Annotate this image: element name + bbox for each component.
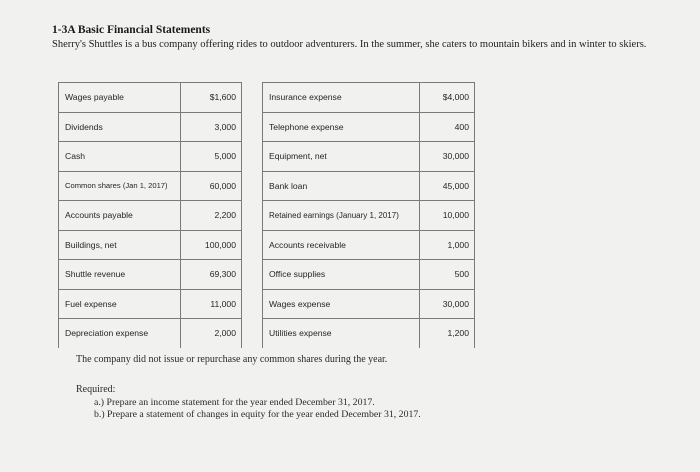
problem-intro: Sherry's Shuttles is a bus company offering rides to outdoor adventurers. In the summer, she caters to mountain bikers and in winter to skiers. (52, 39, 647, 50)
account-value: 45,000 (420, 171, 475, 201)
account-value: 30,000 (420, 142, 475, 172)
account-name: Fuel expense (59, 289, 181, 319)
table-row (59, 83, 242, 113)
table-row (59, 171, 242, 201)
account-name: Cash (59, 142, 181, 172)
table-row (59, 289, 242, 319)
table-row (59, 260, 242, 290)
account-value: 69,300 (181, 260, 242, 290)
table-row (59, 201, 242, 231)
table-row (59, 142, 242, 172)
account-name: Buildings, net (59, 230, 181, 260)
shares-note: The company did not issue or repurchase any common shares during the year. (76, 354, 388, 365)
account-balances-table-right (262, 82, 475, 348)
table-row (59, 230, 242, 260)
account-value: 60,000 (181, 171, 242, 201)
required-heading: Required: (76, 384, 116, 395)
account-name: Depreciation expense (59, 319, 181, 348)
account-name: Telephone expense (263, 112, 420, 142)
table-row (59, 319, 242, 348)
account-name: Accounts payable (59, 201, 181, 231)
account-value: 1,200 (420, 319, 475, 348)
account-value: 5,000 (181, 142, 242, 172)
table-row (263, 260, 475, 290)
table-row (263, 171, 475, 201)
account-balances-table-left (58, 82, 242, 348)
table-row (59, 112, 242, 142)
account-value: 1,000 (420, 230, 475, 260)
requirement-b: b.) Prepare a statement of changes in equity for the year ended December 31, 2017. (94, 409, 421, 420)
account-name: Bank loan (263, 171, 420, 201)
account-value: $4,000 (420, 83, 475, 113)
table-row (263, 319, 475, 348)
account-value: 500 (420, 260, 475, 290)
table-row (263, 230, 475, 260)
account-name: Insurance expense (263, 83, 420, 113)
table-row (263, 112, 475, 142)
table-row (263, 289, 475, 319)
account-name: Retained earnings (January 1, 2017) (263, 201, 420, 231)
account-name: Accounts receivable (263, 230, 420, 260)
account-name: Dividends (59, 112, 181, 142)
account-value: 30,000 (420, 289, 475, 319)
table-row (263, 83, 475, 113)
account-value: 400 (420, 112, 475, 142)
account-name: Shuttle revenue (59, 260, 181, 290)
account-name: Office supplies (263, 260, 420, 290)
account-value: 100,000 (181, 230, 242, 260)
account-value: 2,200 (181, 201, 242, 231)
account-value: 11,000 (181, 289, 242, 319)
account-value: 2,000 (181, 319, 242, 348)
table-row (263, 142, 475, 172)
requirement-a: a.) Prepare an income statement for the year ended December 31, 2017. (94, 397, 375, 408)
table-row (263, 201, 475, 231)
account-value: 10,000 (420, 201, 475, 231)
account-name: Equipment, net (263, 142, 420, 172)
account-value: $1,600 (181, 83, 242, 113)
account-value: 3,000 (181, 112, 242, 142)
account-name: Utilities expense (263, 319, 420, 348)
account-name: Wages expense (263, 289, 420, 319)
problem-title: 1-3A Basic Financial Statements (52, 24, 211, 36)
account-name: Wages payable (59, 83, 181, 113)
account-name: Common shares (Jan 1, 2017) (59, 171, 181, 201)
